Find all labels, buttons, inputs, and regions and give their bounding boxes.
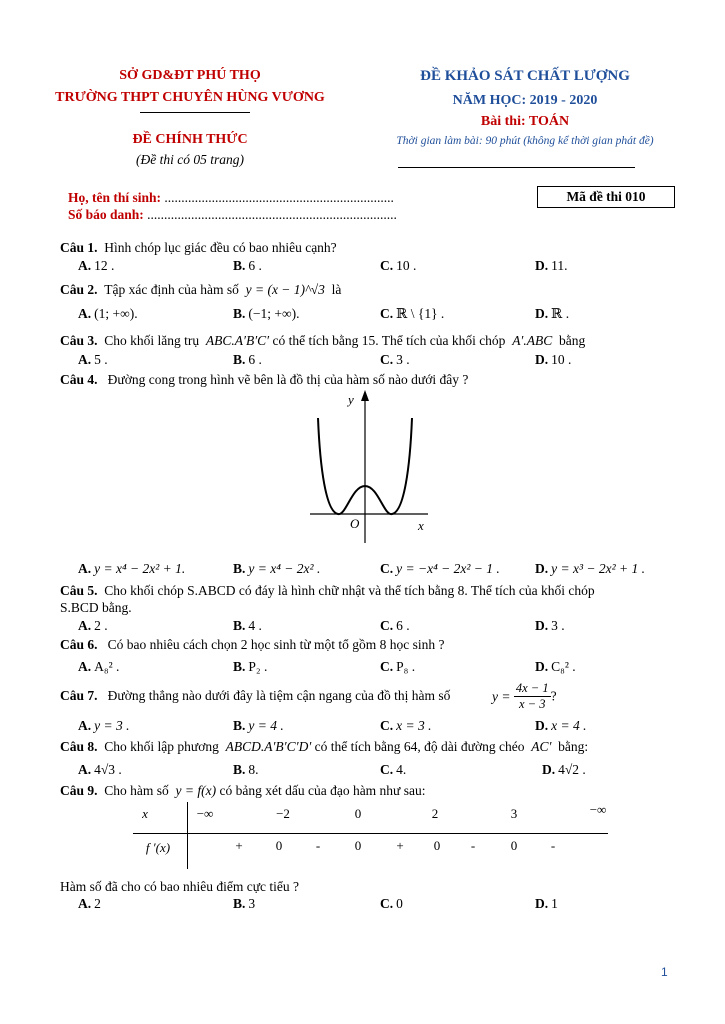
q7-option-c[interactable]: C. x = 3 .	[380, 718, 432, 733]
table-hline	[133, 833, 608, 834]
official-label: ĐỀ CHÍNH THỨC	[132, 132, 248, 147]
origin-label: O	[350, 516, 360, 531]
question-5: Câu 5. Cho khối chóp S.ABCD có đáy là hình chữ nhật và thể tích bằng 8. Thể tích của khối chóp	[60, 583, 595, 598]
q1-option-b[interactable]: B. 6 .	[233, 258, 262, 273]
function-graph	[300, 388, 440, 548]
q7-fraction: y = $\frac{4x - 1}{x - 3}$ ?	[492, 681, 557, 711]
question-8: Câu 8. Cho khối lập phương ABCD.A′B′C′D′ có thể tích bằng 64, độ dài đường chéo AC′ bằng:	[60, 739, 589, 754]
sign-value: +	[396, 838, 404, 853]
student-id-label: Số báo danh:	[68, 207, 144, 222]
q5-option-b[interactable]: B. 4 .	[233, 618, 262, 633]
header-right-divider	[398, 167, 635, 168]
sign-value: +	[235, 838, 243, 853]
q3-option-a[interactable]: A. 5 .	[78, 352, 108, 367]
school-dept: SỞ GD&ĐT PHÚ THỌ	[119, 68, 261, 83]
q4-option-c[interactable]: C. y = −x⁴ − 2x² − 1 .	[380, 561, 500, 576]
page-number: 1	[661, 965, 668, 979]
time-note: Thời gian làm bài: 90 phút (không kể thời gian phát đề)	[396, 135, 654, 147]
q3-option-b[interactable]: B. 6 .	[233, 352, 262, 367]
q5-option-a[interactable]: A. 2 .	[78, 618, 108, 633]
question-9-followup: Hàm số đã cho có bao nhiêu điểm cực tiểu ?	[60, 879, 299, 894]
q4-option-d[interactable]: D. y = x³ − 2x² + 1 .	[535, 561, 646, 576]
x-value: 2	[431, 806, 439, 821]
q4-option-b[interactable]: B. y = x⁴ − 2x² .	[233, 561, 321, 576]
student-name-row	[68, 190, 394, 206]
q6-option-a[interactable]: A. A₈² .	[78, 659, 120, 674]
q9-option-b[interactable]: B. 3	[233, 896, 256, 911]
question-2: Câu 2. Tập xác định của hàm số y = (x − 1)^√3 là	[60, 282, 342, 297]
q8-option-a[interactable]: A. 4√3 .	[78, 762, 122, 777]
student-id-dots: ..........................................................................	[147, 207, 397, 222]
q6-option-c[interactable]: C. P₈ .	[380, 659, 416, 674]
school-year: NĂM HỌC: 2019 - 2020	[452, 93, 598, 108]
sign-value: -	[550, 838, 556, 853]
question-1: Câu 1. Hình chóp lục giác đều có bao nhiêu cạnh?	[60, 240, 337, 255]
q8-option-d[interactable]: D. 4√2 .	[542, 762, 586, 777]
x-value: −∞	[196, 806, 214, 821]
sign-value: 0	[510, 838, 518, 853]
sign-value: 0	[433, 838, 441, 853]
q4-option-a[interactable]: A. y = x⁴ − 2x² + 1.	[78, 561, 186, 576]
q1-option-a[interactable]: A. 12 .	[78, 258, 115, 273]
exam-title: ĐỀ KHẢO SÁT CHẤT LƯỢNG	[420, 68, 630, 84]
question-6: Câu 6. Có bao nhiêu cách chọn 2 học sinh từ một tổ gồm 8 học sinh ?	[60, 637, 445, 652]
q5-option-c[interactable]: C. 6 .	[380, 618, 410, 633]
question-7: Câu 7. Đường thẳng nào dưới đây là tiệm cận ngang của đồ thị hàm số	[60, 688, 451, 703]
q2-option-c[interactable]: C. ℝ \ {1} .	[380, 306, 445, 321]
question-3: Câu 3. Cho khối lăng trụ ABC.A′B′C′ có thể tích bằng 15. Thể tích của khối chóp A′.ABC bằng	[60, 333, 586, 348]
q5-option-d[interactable]: D. 3 .	[535, 618, 565, 633]
q3-option-d[interactable]: D. 10 .	[535, 352, 572, 367]
q8-option-c[interactable]: C. 4.	[380, 762, 407, 777]
question-9: Câu 9. Cho hàm số y = f(x) có bảng xét dấu của đạo hàm như sau:	[60, 783, 426, 798]
fraction-numerator: 4x − 1	[515, 681, 549, 695]
sign-value: -	[470, 838, 476, 853]
subject: Bài thi: TOÁN	[480, 114, 570, 129]
sign-value: 0	[354, 838, 362, 853]
q6-option-d[interactable]: D. C₈² .	[535, 659, 576, 674]
y-axis-label: y	[348, 392, 354, 407]
q6-option-b[interactable]: B. P₂ .	[233, 659, 268, 674]
student-name-dots: ....................................................................	[164, 190, 394, 205]
q3-option-c[interactable]: C. 3 .	[380, 352, 410, 367]
q2-option-a[interactable]: A. (1; +∞).	[78, 306, 138, 321]
question-5-line2: S.BCD bằng.	[60, 600, 132, 615]
fraction-denominator: x − 3	[518, 697, 546, 711]
q1-option-c[interactable]: C. 10 .	[380, 258, 417, 273]
sign-value: -	[315, 838, 321, 853]
school-name: TRƯỜNG THPT CHUYÊN HÙNG VƯƠNG	[55, 90, 325, 105]
q7-option-d[interactable]: D. x = 4 .	[535, 718, 587, 733]
q7-option-a[interactable]: A. y = 3 .	[78, 718, 130, 733]
pages-note: (Đề thi có 05 trang)	[136, 152, 244, 167]
sign-value: 0	[275, 838, 283, 853]
row-x-label: x	[142, 806, 148, 821]
x-value: 0	[354, 806, 362, 821]
q1-option-d[interactable]: D. 11.	[535, 258, 568, 273]
x-value: −∞	[589, 802, 607, 817]
q9-option-d[interactable]: D. 1	[535, 896, 558, 911]
q9-option-c[interactable]: C. 0	[380, 896, 403, 911]
q2-option-b[interactable]: B. (−1; +∞).	[233, 306, 300, 321]
q7-option-b[interactable]: B. y = 4 .	[233, 718, 284, 733]
row-derivative-label: f ′(x)	[145, 840, 171, 855]
q9-option-a[interactable]: A. 2	[78, 896, 101, 911]
y-axis-arrow	[361, 390, 369, 401]
x-value: 3	[510, 806, 518, 821]
student-name-label: Họ, tên thí sinh:	[68, 190, 162, 205]
header-divider	[140, 112, 250, 113]
question-4: Câu 4. Đường cong trong hình vẽ bên là đồ thị của hàm số nào dưới đây ?	[60, 372, 469, 387]
student-id-row	[68, 207, 397, 223]
q2-option-d[interactable]: D. ℝ .	[535, 306, 570, 321]
q8-option-b[interactable]: B. 8.	[233, 762, 259, 777]
exam-code-box: Mã đề thi 010	[537, 186, 675, 208]
x-value: −2	[276, 806, 290, 821]
x-axis-label: x	[418, 518, 424, 533]
